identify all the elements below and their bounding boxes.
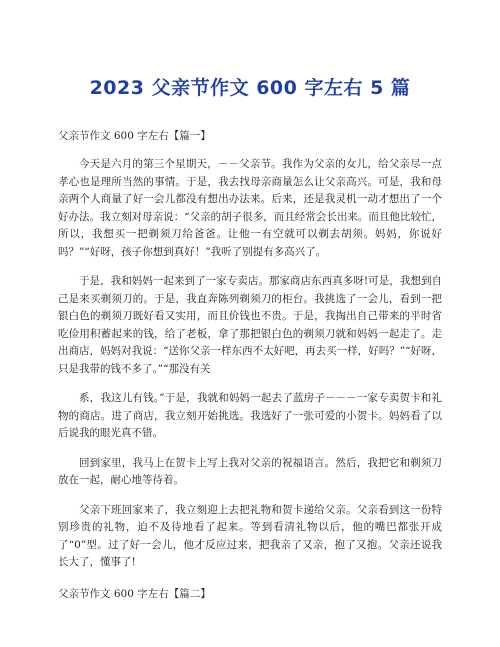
- section-heading-2: 父亲节作文 600 字左右【篇二】: [58, 587, 211, 600]
- section-heading-1: 父亲节作文 600 字左右【篇一】: [58, 130, 211, 142]
- paragraph-1: 今天是六月的第三个星期天，－－父亲节。我作为父亲的女儿，给父亲尽一点孝心也是理所当然的事情。于是，我去找母亲商量怎么让父亲高兴。可是，我和母亲两个人商量了好一会儿都没有想出办法来。后来，还是我灵机一动才想出了一个好办法。我立刻对母亲说：“父亲的胡子很多，而且经常会长出来。而且他比较忙，所以，我想买一把剃须刀给爸爸。让他一有空就可以剃去胡须。妈妈，你说好吗？”“好呀，孩子你想到真好！”我听了别提有多高兴了。: [58, 158, 442, 258]
- document-title: 2023 父亲节作文 600 字左右 5 篇: [89, 77, 411, 99]
- paragraph-5: 父亲下班回家来了，我立刻迎上去把礼物和贺卡递给父亲。父亲看到这一份特别珍贵的礼物，迫不及待地看了起来。等到看清礼物以后，他的嘴巴都张开成了“0”型。过了好一会儿，他才反应过来，把我亲了又亲，抱了又抱。父亲还说我长大了，懂事了!: [58, 503, 442, 568]
- paragraph-2: 于是，我和妈妈一起来到了一家专卖店。那家商店东西真多呀!可是，我想到自己是来买剃须刀的。于是，我直奔陈列剃须刀的柜台。我挑选了一会儿，看到一把银白色的剃须刀既好看又实用，而且价钱也不贵。于是，我掏出自己带来的平时省吃俭用积蓄起来的钱，给了老板，拿了那把银白色的剃须刀就和妈妈一起走了。走出商店，妈妈对我说：“送你父亲一样东西不太好吧，再去买一样，好吗？”“好呀，只是我带的钱不多了。”“那没有关: [58, 275, 442, 375]
- paragraph-3: 系，我这儿有钱。”于是，我就和妈妈一起去了蓝房子－－－一家专卖贺卡和礼物的商店。进了商店，我立刻开始挑选。我选好了一张可爱的小贺卡。妈妈看了以后说我的眼光真不错。: [58, 392, 442, 439]
- paragraph-4: 回到家里，我马上在贺卡上写上我对父亲的祝福语言。然后，我把它和剃须刀放在一起，耐心地等待着。: [58, 456, 442, 486]
